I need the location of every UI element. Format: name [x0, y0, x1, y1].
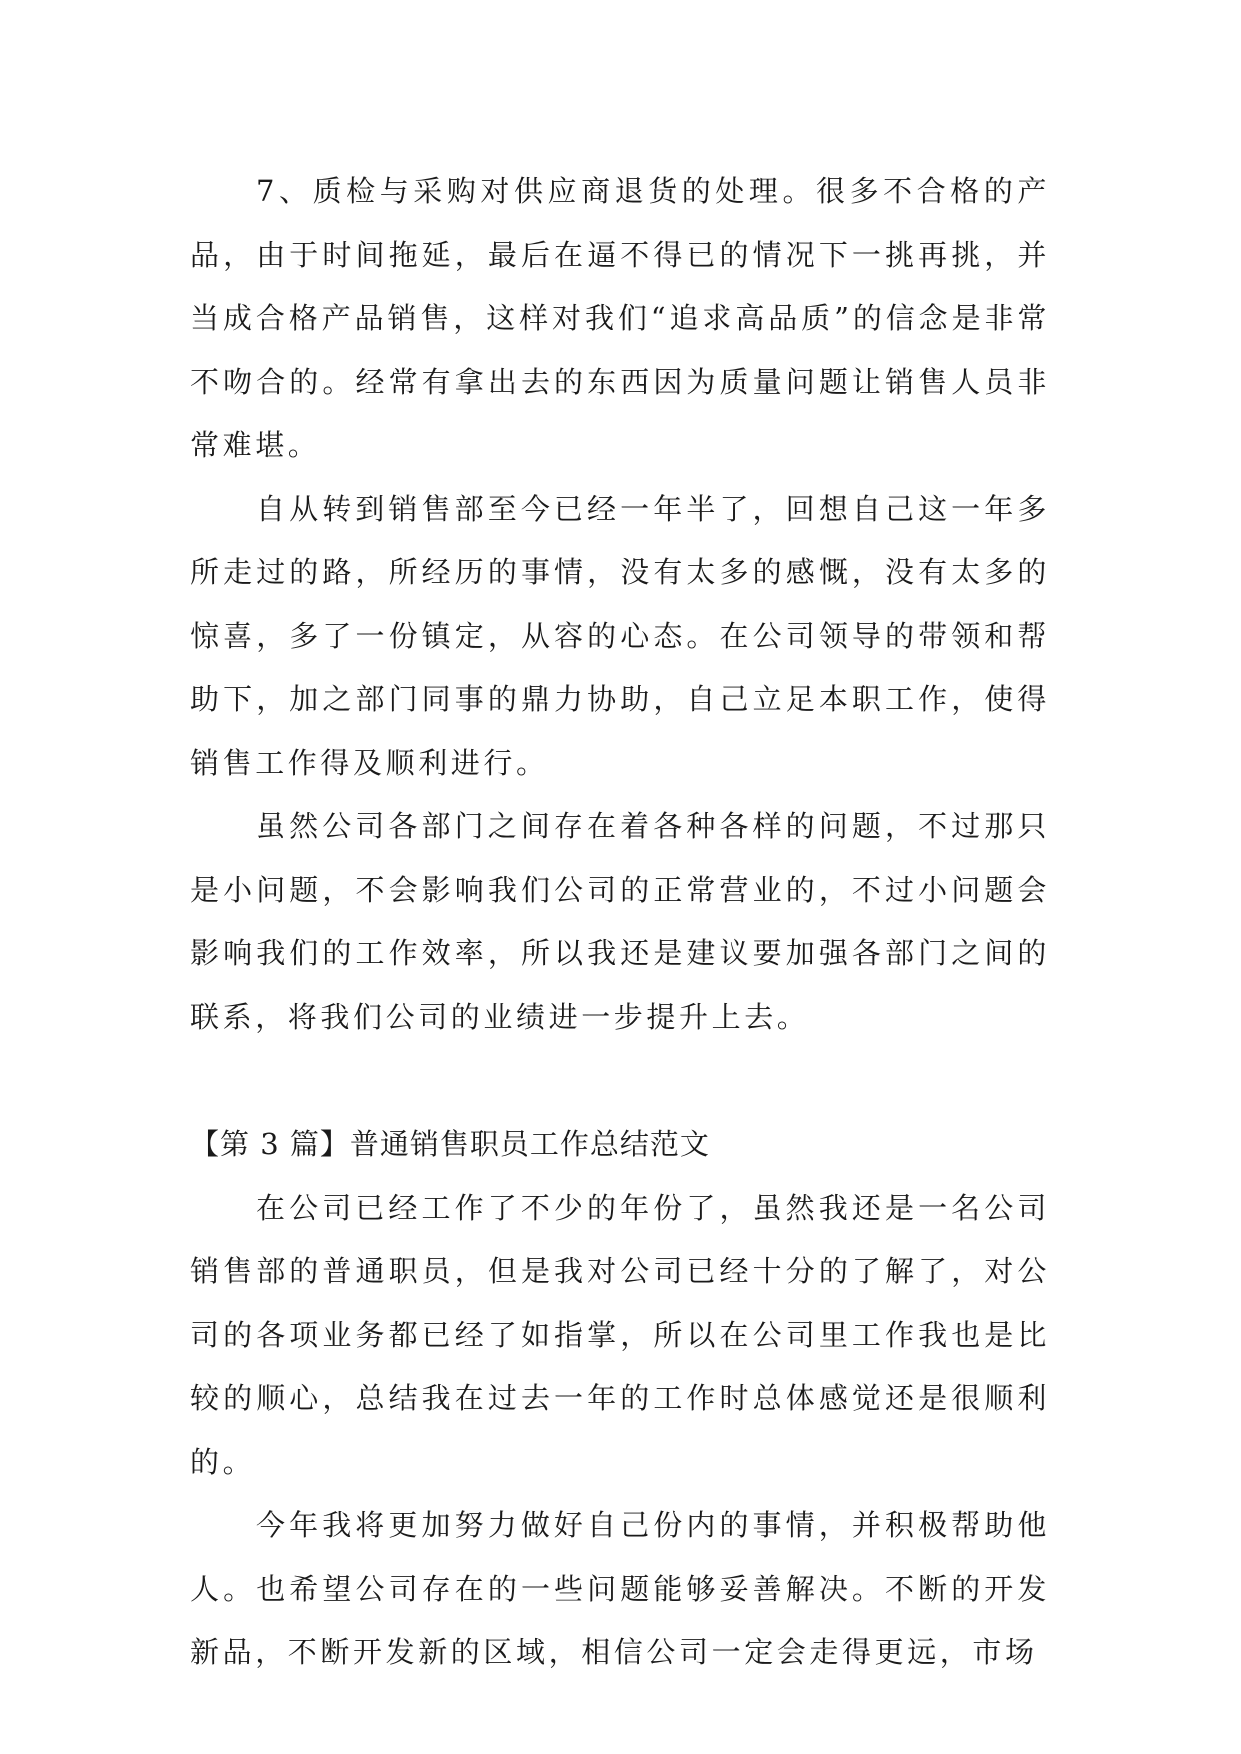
- paragraph-sales-experience: 自从转到销售部至今已经一年半了，回想自己这一年多所走过的路，所经历的事情，没有太多的感慨，没有太多的惊喜，多了一份镇定，从容的心态。在公司领导的带领和帮助下，加之部门同事的鼎力协助，自己立足本职工作，使得销售工作得及顺利进行。: [190, 491, 1050, 780]
- document-body: [190, 160, 1050, 1685]
- paragraph-department-issues: 虽然公司各部门之间存在着各种各样的问题，不过那只是小问题，不会影响我们公司的正常营业的，不过小问题会影响我们的工作效率，所以我还是建议要加强各部门之间的联系，将我们公司的业绩进一步提升上去。: [190, 809, 1050, 1034]
- section-heading: 【第 3 篇】普通销售职员工作总结范文: [190, 1127, 710, 1161]
- paragraph-quality-returns: 7、质检与采购对供应商退货的处理。很多不合格的产品，由于时间拖延，最后在逼不得已的情况下一挑再挑，并当成合格产品销售，这样对我们“追求高品质”的信念是非常不吻合的。经常有拿出去的东西因为质量问题让销售人员非常难堪。: [190, 174, 1050, 462]
- paragraph-work-summary: 在公司已经工作了不少的年份了，虽然我还是一名公司销售部的普通职员，但是我对公司已经十分的了解了，对公司的各项业务都已经了如指掌，所以在公司里工作我也是比较的顺心，总结我在过去一年的工作时总体感觉还是很顺利的。: [190, 1190, 1050, 1479]
- paragraph-next-year-plan: 今年我将更加努力做好自己份内的事情，并积极帮助他人。也希望公司存在的一些问题能够妥善解决。不断的开发新品，不断开发新的区域，相信公司一定会走得更远，市场: [190, 1508, 1050, 1669]
